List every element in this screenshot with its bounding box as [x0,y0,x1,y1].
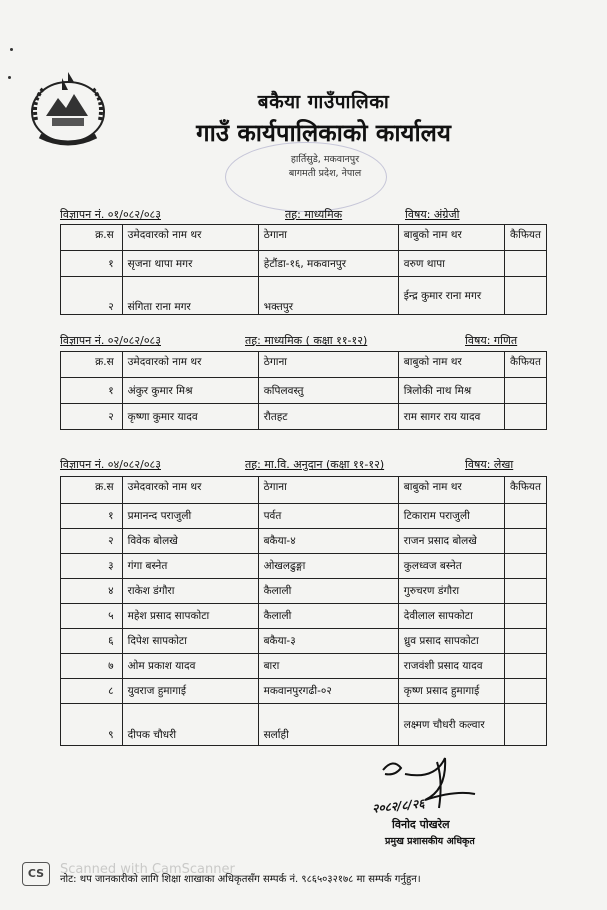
municipality-title: बकैया गाउँपालिका [257,91,390,113]
candidate-table-3 [60,476,547,746]
cell-remarks [505,554,547,579]
advertisement-number: विज्ञापन नं. ०२/०८२/०८३ [60,334,161,347]
table-row [61,378,547,404]
table-row [61,579,547,604]
cell-name: दिपेश सापकोटा [122,629,258,654]
table-row [61,554,547,579]
cell-father: ईन्द्र कुमार राना मगर [398,277,504,315]
cell-sn: १ [61,378,123,404]
cell-remarks [505,378,547,404]
cell-name: गंगा बस्नेत [122,554,258,579]
cell-remarks [505,604,547,629]
col-header-remarks: कैफियत [505,352,547,378]
cell-name: कृष्णा कुमार यादव [122,404,258,430]
table-header-row [61,352,547,378]
col-header-address: ठेगाना [258,352,398,378]
cell-sn: ६ [61,629,123,654]
signatory-title: प्रमुख प्रशासकीय अधिकृत [385,836,475,847]
scan-speck [10,48,13,51]
cell-father: राजवंशी प्रसाद यादव [398,654,504,679]
cell-father: टिकाराम पराजुली [398,504,504,529]
cell-address: कैलाली [258,604,398,629]
cell-address: पर्वत [258,504,398,529]
col-header-sn: क्र.स [61,225,123,251]
subject-label: विषय: लेखा [465,458,514,471]
cell-address: रौतहट [258,404,398,430]
signature-date: २०८२/८/२६ [371,796,426,816]
cell-father: राम सागर राय यादव [398,404,504,430]
cell-name: विवेक बोलखे [122,529,258,554]
cell-father: लक्ष्मण चौधरी कल्वार [398,704,504,746]
col-header-sn: क्र.स [61,352,123,378]
cell-address: ओखलढुङ्गा [258,554,398,579]
cell-address: सर्लाही [258,704,398,746]
cell-name: महेश प्रसाद सापकोटा [122,604,258,629]
section-3-heading [60,457,530,473]
level-label: तह: माध्यमिक [285,208,343,221]
col-header-name: उमेदवारको नाम थर [122,477,258,504]
cell-address: कपिलवस्तु [258,378,398,404]
col-header-name: उमेदवारको नाम थर [122,225,258,251]
cell-remarks [505,579,547,604]
cell-remarks [505,251,547,277]
cell-sn: १ [61,251,123,277]
cell-father: कुलध्वज बस्नेत [398,554,504,579]
cell-address: कैलाली [258,579,398,604]
table-row [61,604,547,629]
office-title: गाउँ कार्यपालिकाको कार्यालय [196,118,451,147]
table-row [61,704,547,746]
advertisement-number: विज्ञापन नं. ०४/०८२/०८३ [60,458,161,471]
cell-name: सृजना थापा मगर [122,251,258,277]
subject-label: विषय: गणित [465,334,518,347]
cell-sn: ९ [61,704,123,746]
cell-father: देवीलाल सापकोटा [398,604,504,629]
level-label: तह: माध्यमिक ( कक्षा ११-१२) [245,334,368,347]
cell-remarks [505,529,547,554]
cell-father: राजन प्रसाद बोलखे [398,529,504,554]
cell-remarks [505,277,547,315]
level-label: तह: मा.वि. अनुदान (कक्षा ११-१२) [245,458,385,471]
signatory-name: विनोद पोखरेल [392,818,450,831]
cell-father: वरुण थापा [398,251,504,277]
contact-note: नोट: थप जानकारीको लागि शिक्षा शाखाका अधिकृतसँग सम्पर्क नं. ९८६५०३२१७८ मा सम्पर्क गर्नुहुन। [60,874,421,885]
cell-sn: २ [61,404,123,430]
cell-address: भक्तपुर [258,277,398,315]
table-row [61,504,547,529]
cell-sn: ३ [61,554,123,579]
cell-sn: १ [61,504,123,529]
cell-remarks [505,654,547,679]
table-header-row [61,225,547,251]
cell-name: अंकुर कुमार मिश्र [122,378,258,404]
table-row [61,629,547,654]
cell-sn: ७ [61,654,123,679]
table-row [61,251,547,277]
cell-remarks [505,679,547,704]
cell-father: त्रिलोकी नाथ मिश्र [398,378,504,404]
scanner-watermark: Scanned with CamScanner [60,862,235,877]
office-province: बागमती प्रदेश, नेपाल [288,168,362,179]
advertisement-number: विज्ञापन नं. ०१/०८२/०८३ [60,208,161,221]
cell-address: हेटौंडा-१६, मकवानपुर [258,251,398,277]
section-2-heading [60,333,530,349]
col-header-remarks: कैफियत [505,225,547,251]
cell-name: दीपक चौधरी [122,704,258,746]
cell-sn: २ [61,529,123,554]
candidate-table-1 [60,224,547,315]
table-row [61,404,547,430]
col-header-father: बाबुको नाम थर [398,225,504,251]
col-header-address: ठेगाना [258,225,398,251]
candidate-table-2 [60,351,547,430]
col-header-father: बाबुको नाम थर [398,352,504,378]
col-header-address: ठेगाना [258,477,398,504]
table-row [61,679,547,704]
table-row [61,277,547,315]
col-header-father: बाबुको नाम थर [398,477,504,504]
cell-name: प्रमानन्द पराजुली [122,504,258,529]
cell-sn: ८ [61,679,123,704]
office-address: हार्तिसुडे, मकवानपुर [290,154,360,165]
scan-speck [8,76,11,79]
subject-label: विषय: अंग्रेजी [405,208,460,221]
cell-name: राकेश डंगौरा [122,579,258,604]
table-header-row [61,477,547,504]
cell-address: बारा [258,654,398,679]
camscanner-logo-icon: CS [22,862,50,886]
cell-remarks [505,404,547,430]
table-row [61,654,547,679]
col-header-name: उमेदवारको नाम थर [122,352,258,378]
cell-remarks [505,629,547,654]
cell-address: बकैया-४ [258,529,398,554]
cell-sn: ५ [61,604,123,629]
table-row [61,529,547,554]
cell-father: कृष्ण प्रसाद हुमागाई [398,679,504,704]
cell-sn: २ [61,277,123,315]
cell-father: गुरुचरण डंगौरा [398,579,504,604]
col-header-sn: क्र.स [61,477,123,504]
cell-sn: ४ [61,579,123,604]
cell-name: संगिता राना मगर [122,277,258,315]
col-header-remarks: कैफियत [505,477,547,504]
cell-name: ओम प्रकाश यादव [122,654,258,679]
cell-remarks [505,504,547,529]
section-1-heading [60,207,530,223]
cell-name: युवराज हुमागाई [122,679,258,704]
cell-address: मकवानपुरगढी-०२ [258,679,398,704]
cell-father: ध्रुव प्रसाद सापकोटा [398,629,504,654]
cell-address: बकैया-३ [258,629,398,654]
cell-remarks [505,704,547,746]
